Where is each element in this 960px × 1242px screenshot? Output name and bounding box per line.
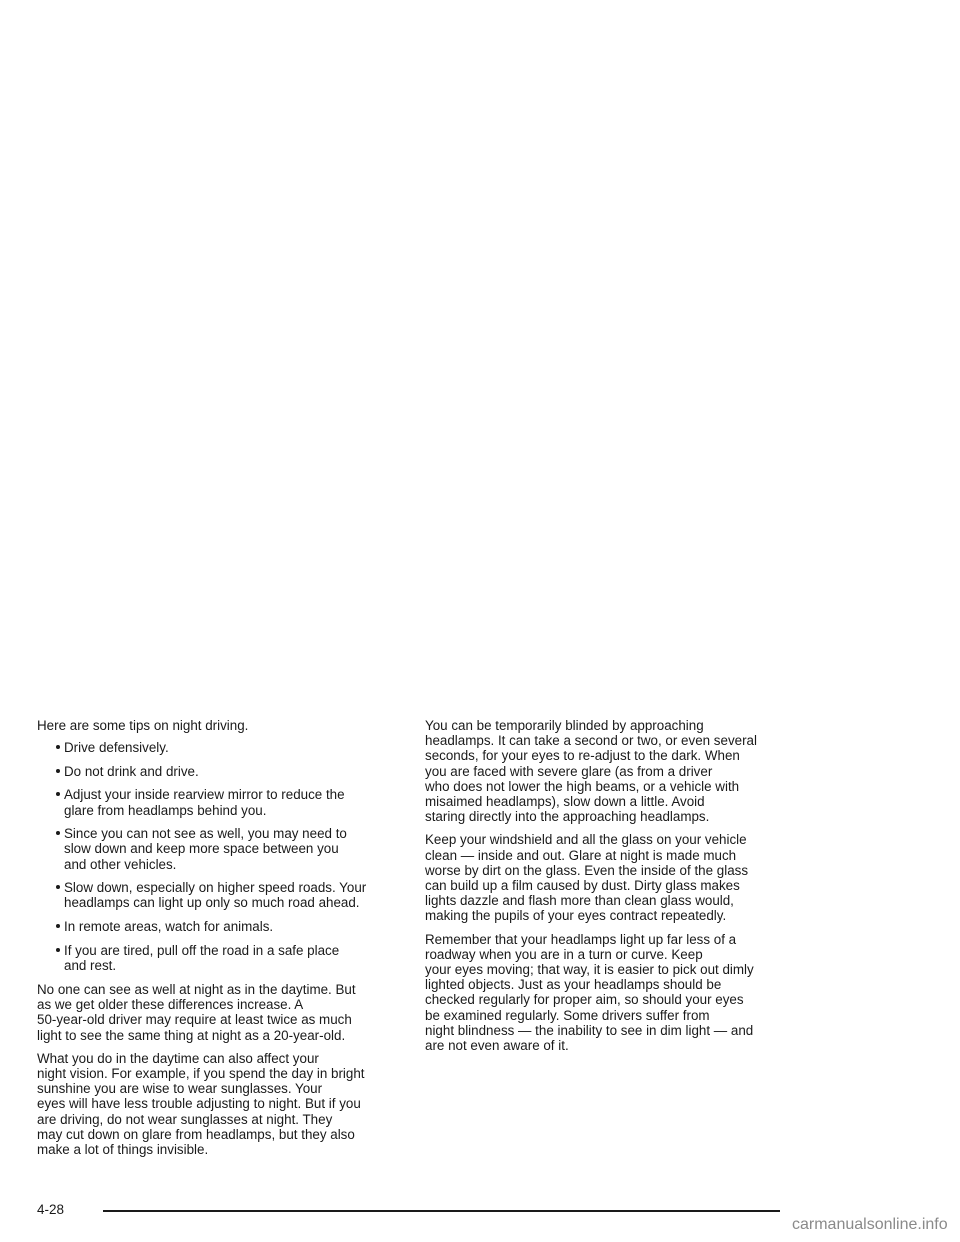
bullet-icon: [56, 769, 60, 773]
list-item: [37, 826, 399, 872]
list-item-text: Do not drink and drive.: [64, 763, 199, 779]
list-item-text: Since you can not see as well, you may need to slow down and keep more space between you and other vehicles.: [64, 826, 347, 872]
list-item-text: Drive defensively.: [64, 740, 169, 756]
list-item-text: Adjust your inside rearview mirror to reduce the glare from headlamps behind you.: [64, 787, 345, 818]
daytime-vision-paragraph: What you do in the daytime can also affect your night vision. For example, if you spend the day in bright sunshine you are wise to wear sunglasses. Your eyes will have less trouble adjusting to night. But if you are driving, do not wear sunglasses at night. They may cut down on glare from headlamps, but they also make a lot of things invisible.: [37, 1050, 365, 1158]
glare-paragraph: You can be temporarily blinded by approaching headlamps. It can take a second or two, or even several seconds, for your eyes to re-adjust to the dark. When you are faced with severe glare (as from a driver who does not lower the high beams, or a vehicle with misaimed headlamps), slow down a little. Avoid staring directly into the approaching headlamps.: [425, 718, 757, 825]
right-column: [425, 718, 787, 1061]
windshield-paragraph: Keep your windshield and all the glass on your vehicle clean — inside and out. Glare at night is made much worse by dirt on the glass. Even the inside of the glass can build up a film caused by dust. Dirty glass makes lights dazzle and flash more than clean glass would, making the pupils of your eyes contract repeatedly.: [425, 832, 749, 924]
bullet-icon: [56, 792, 60, 796]
page-number: 4-28: [37, 1202, 65, 1217]
footer-divider: [103, 1210, 780, 1212]
bullet-icon: [56, 831, 60, 835]
left-column: [37, 718, 399, 1165]
intro-text: Here are some tips on night driving.: [37, 718, 249, 733]
bullet-icon: [56, 948, 60, 952]
list-item: [37, 943, 399, 973]
list-item-text: Slow down, especially on higher speed roads. Your headlamps can light up only so much road ahead.: [64, 880, 367, 911]
watermark-text: carmanualsonline.info: [792, 1216, 948, 1233]
night-driving-tips-list: [37, 740, 399, 973]
list-item-text: If you are tired, pull off the road in a safe place and rest.: [64, 942, 340, 973]
list-item: [37, 787, 399, 817]
list-item: [37, 880, 399, 910]
bullet-icon: [56, 745, 60, 749]
headlamp-range-paragraph: Remember that your headlamps light up far less of a roadway when you are in a turn or curve. Keep your eyes moving; that way, it is easier to pick out dimly lighted objects. Just as your headlamps should be checked regularly for proper aim, so should your eyes be examined regularly. Some drivers suffer from night blindness — the inability to see in dim light — and are not even aware of it.: [425, 931, 754, 1054]
list-item: [37, 919, 399, 934]
list-item: [37, 764, 399, 779]
age-vision-paragraph: No one can see as well at night as in the daytime. But as we get older these differences increase. A 50-year-old driver may require at least twice as much light to see the same thing at night as a 20-year-old.: [37, 981, 356, 1043]
list-item: [37, 740, 399, 755]
bullet-icon: [56, 924, 60, 928]
bullet-icon: [56, 885, 60, 889]
list-item-text: In remote areas, watch for animals.: [64, 918, 274, 934]
